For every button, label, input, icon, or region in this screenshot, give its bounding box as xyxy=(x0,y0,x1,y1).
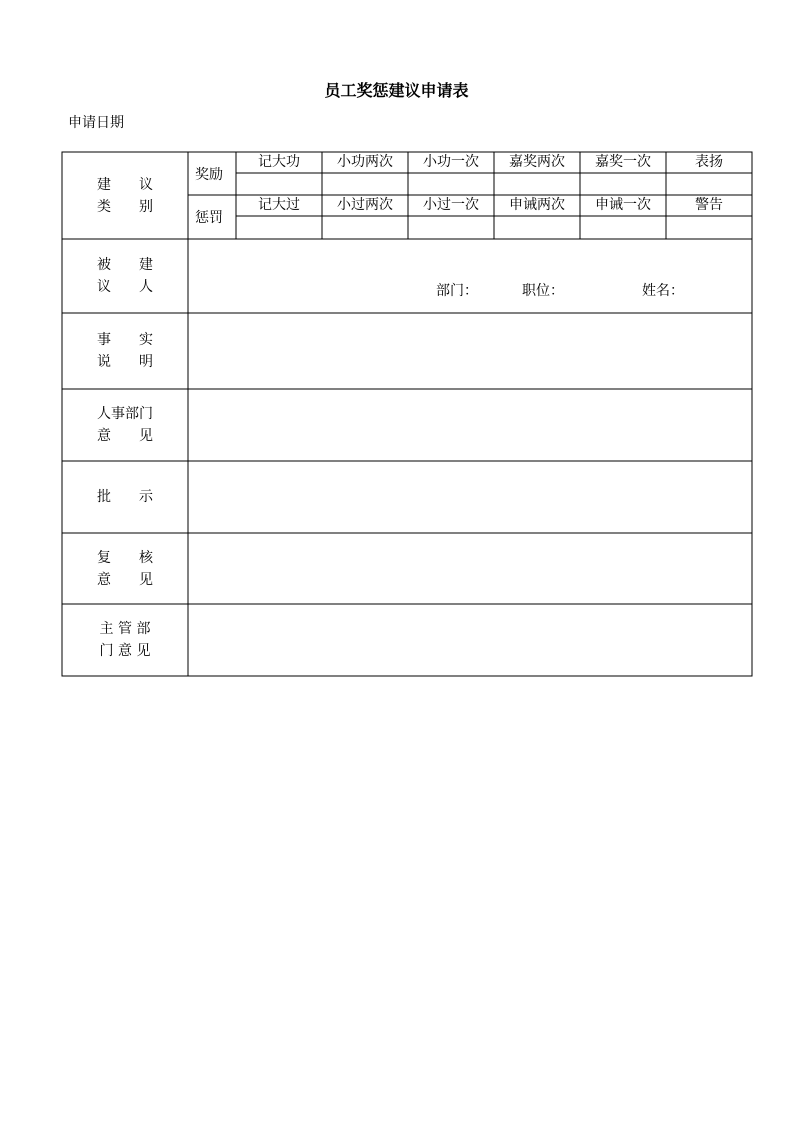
penalty-option-warning: 警告 xyxy=(695,197,723,213)
reward-field-two-minor-merits[interactable] xyxy=(323,174,407,194)
facts-label-line1: 事 实 xyxy=(97,332,153,348)
facts-field[interactable] xyxy=(189,314,751,388)
reward-field-one-minor-merit[interactable] xyxy=(409,174,493,194)
reward-option-major-merit: 记大功 xyxy=(258,154,300,170)
review-field[interactable] xyxy=(189,534,751,603)
penalty-field-warning[interactable] xyxy=(667,217,751,238)
position-label: 职位： xyxy=(522,283,564,299)
reward-option-praise: 表扬 xyxy=(695,154,723,170)
penalty-field-major-demerit[interactable] xyxy=(237,217,321,238)
supervisor-label xyxy=(90,618,160,662)
reward-field-major-merit[interactable] xyxy=(237,174,321,194)
penalty-option-one-reprimand: 申诫一次 xyxy=(595,197,651,213)
proposal-type-label-line1: 建 议 xyxy=(97,177,153,193)
proposal-type-label-line2: 类 别 xyxy=(97,199,153,215)
review-label xyxy=(90,547,160,591)
approval-label xyxy=(90,486,160,508)
penalty-field-one-minor-demerit[interactable] xyxy=(409,217,493,238)
hr-opinion-label-line2: 意 见 xyxy=(97,428,153,444)
penalty-option-major-demerit: 记大过 xyxy=(258,197,300,213)
subject-label xyxy=(90,254,160,298)
reward-label: 奖励 xyxy=(195,167,223,183)
approval-label-line1: 批 示 xyxy=(97,489,153,505)
hr-opinion-label-line1: 人事部门 xyxy=(97,406,153,422)
penalty-option-two-reprimands: 申诫两次 xyxy=(509,197,565,213)
penalty-option-two-minor-demerits: 小过两次 xyxy=(337,197,393,213)
application-date-label: 申请日期 xyxy=(68,115,124,131)
reward-option-one-commendation: 嘉奖一次 xyxy=(595,154,651,170)
name-label: 姓名： xyxy=(642,283,684,299)
subject-field[interactable] xyxy=(189,240,751,312)
penalty-field-two-reprimands[interactable] xyxy=(495,217,579,238)
hr-opinion-field[interactable] xyxy=(189,390,751,460)
reward-option-two-commendations: 嘉奖两次 xyxy=(509,154,565,170)
approval-field[interactable] xyxy=(189,462,751,532)
reward-field-one-commendation[interactable] xyxy=(581,174,665,194)
review-label-line1: 复 核 xyxy=(97,550,153,566)
supervisor-field[interactable] xyxy=(189,605,751,675)
proposal-type-label xyxy=(90,174,160,218)
reward-field-two-commendations[interactable] xyxy=(495,174,579,194)
penalty-field-two-minor-demerits[interactable] xyxy=(323,217,407,238)
facts-label xyxy=(90,329,160,373)
reward-option-two-minor-merits: 小功两次 xyxy=(337,154,393,170)
review-label-line2: 意 见 xyxy=(97,572,153,588)
subject-label-line1: 被 建 xyxy=(97,257,153,273)
penalty-label: 惩罚 xyxy=(195,210,223,226)
penalty-field-one-reprimand[interactable] xyxy=(581,217,665,238)
supervisor-label-line1: 主 管 部 xyxy=(99,621,151,637)
form-title: 员工奖惩建议申请表 xyxy=(324,81,469,100)
department-label: 部门： xyxy=(436,283,478,299)
facts-label-line2: 说 明 xyxy=(97,354,153,370)
supervisor-label-line2: 门 意 见 xyxy=(99,643,151,659)
reward-option-one-minor-merit: 小功一次 xyxy=(423,154,479,170)
hr-opinion-label xyxy=(90,403,160,447)
subject-label-line2: 议 人 xyxy=(97,279,153,295)
reward-field-praise[interactable] xyxy=(667,174,751,194)
penalty-option-one-minor-demerit: 小过一次 xyxy=(423,197,479,213)
